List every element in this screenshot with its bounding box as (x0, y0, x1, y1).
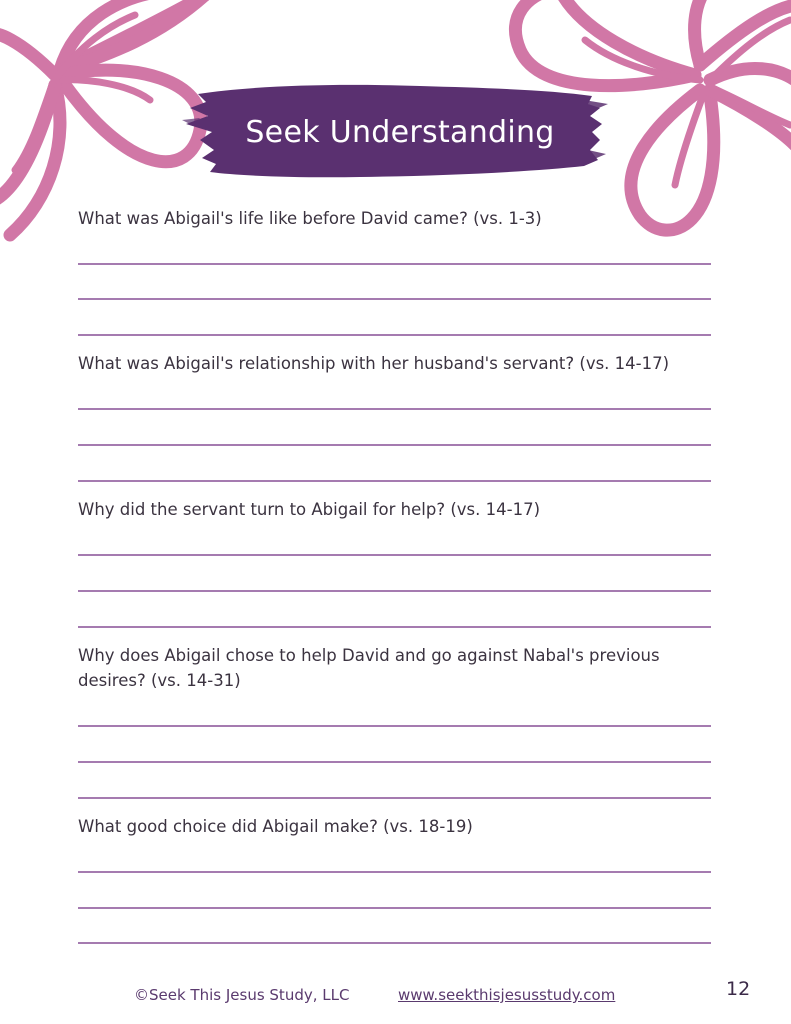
answer-line[interactable] (78, 554, 711, 556)
answer-line[interactable] (78, 725, 711, 727)
answer-line[interactable] (78, 263, 711, 265)
answer-line[interactable] (78, 761, 711, 763)
answer-line[interactable] (78, 408, 711, 410)
answer-line[interactable] (78, 298, 711, 300)
question-1: What was Abigail's life like before David came? (vs. 1-3) (78, 209, 542, 228)
answer-line[interactable] (78, 444, 711, 446)
footer-copyright: ©Seek This Jesus Study, LLC (134, 986, 350, 1004)
answer-line[interactable] (78, 480, 711, 482)
answer-line[interactable] (78, 626, 711, 628)
question-3: Why did the servant turn to Abigail for help? (vs. 14-17) (78, 500, 541, 519)
title-banner (180, 80, 610, 185)
page-number: 12 (726, 978, 751, 1000)
answer-line[interactable] (78, 871, 711, 873)
question-4: Why does Abigail chose to help David and go against Nabal's previous desires? (vs. 14-31) (78, 646, 660, 690)
footer-website-link[interactable]: www.seekthisjesusstudy.com (398, 986, 616, 1004)
question-2: What was Abigail's relationship with her husband's servant? (vs. 14-17) (78, 354, 670, 373)
question-5: What good choice did Abigail make? (vs. 18-19) (78, 817, 473, 836)
page-title: Seek Understanding (245, 115, 555, 150)
answer-line[interactable] (78, 907, 711, 909)
answer-line[interactable] (78, 942, 711, 944)
answer-line[interactable] (78, 590, 711, 592)
answer-line[interactable] (78, 797, 711, 799)
answer-line[interactable] (78, 334, 711, 336)
